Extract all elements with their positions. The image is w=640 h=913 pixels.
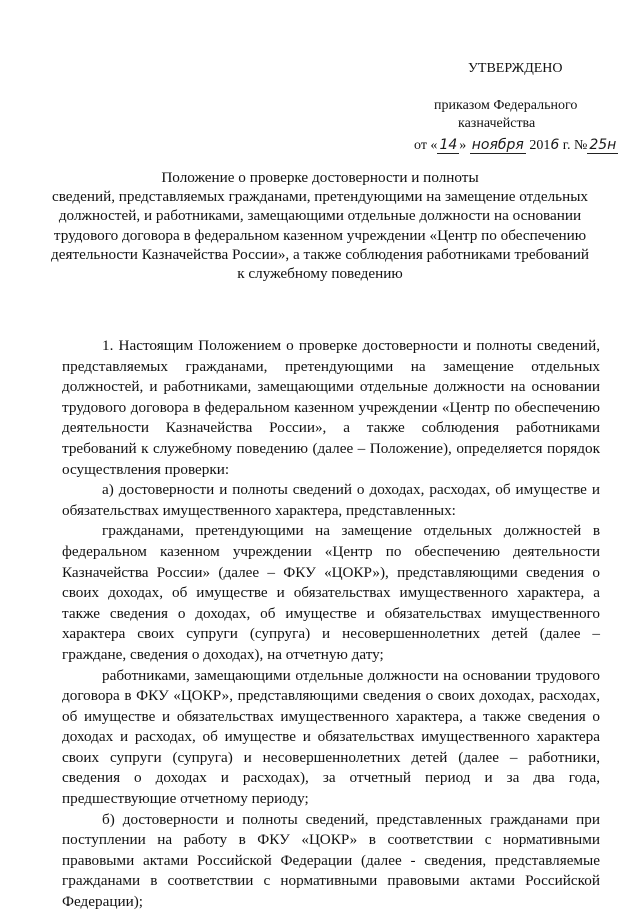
date-year-prefix: 201 [529,138,551,153]
date-year-hand: 6 [550,137,560,153]
date-prefix: от « [414,138,438,153]
date-month: ноября [471,137,524,153]
order-number: 25н [589,137,617,153]
title-line: должностей, и работниками, замещающими отдельные должности на основании [58,207,582,225]
paragraph-citizens: гражданами, претендующими на замещение отдельных должностей в федеральном казенном учреждении «Центр по обеспечению деятельности Казначейства России» (далее – ФКУ «ЦОКР»), представляющими сведения о своих доходах, об имуществе и обязательствах имущественного характера, а также сведения о доходах, об имуществе и обязательствах имущественного характера своих супруги (супруга) и несовершеннолетних детей (далее – граждане, сведения о доходах), на отчетную дату; [62,522,600,663]
paragraph-1: 1. Настоящим Положением о проверке достоверности и полноты сведений, представляемых гражданами, претендующими на замещение отдельных должностей, и работниками, замещающими отдельные должности на основании трудового договора в федеральном казенном учреждении «Центр по обеспечению деятельности Казначейства России», а также соблюдения работниками требований к служебному поведению (далее – Положение), определяется порядок осуществления проверки: [62,337,600,478]
date-sep: » [459,138,467,153]
title-line: к служебному поведению [237,265,403,283]
title-line: Положение о проверке достоверности и полноты [161,169,479,186]
approval-order-line1: приказом Федерального [434,98,578,113]
paragraph-b: б) достоверности и полноты сведений, представленных гражданами при поступлении на работу в ФКУ «ЦОКР» в соответствии с нормативными правовыми актами Российской Федерации (далее - сведения, представляемые гражданами в соответствии с нормативными правовыми актами Российской Федерации); [62,810,600,911]
paragraph-employees: работниками, замещающими отдельные должности на основании трудового договора в ФКУ «ЦОКР», представляющими сведения о своих доходах, расходах, об имуществе и обязательствах имущественного характера, а также сведения о доходах и расходах, об имуществе и обязательствах имущественного характера своих супруги (супруга) и несовершеннолетних детей (далее – работники, сведения о доходах и расходах), за отчетный период и за два года, предшествующие отчетному периоду; [62,666,600,808]
title-line: трудового договора в федеральном казенном учреждении «Центр по обеспечению [53,226,587,244]
paragraph-a: а) достоверности и полноты сведений о доходах, расходах, об имуществе и обязательствах имущественного характера, представленных: [62,481,600,519]
document-title [50,168,590,283]
date-year-suffix: г. № [562,138,588,153]
document-body [62,336,600,913]
title-line: сведений, представляемых гражданами, претендующими на замещение отдельных [51,188,589,206]
date-day: 14 [439,137,458,153]
title-line: деятельности Казначейства России», а также соблюдения работниками требований [50,245,590,263]
approval-title: УТВЕРЖДЕНО [468,61,563,76]
approval-date-line [414,136,618,155]
approval-order-line2: казначейства [458,116,536,131]
